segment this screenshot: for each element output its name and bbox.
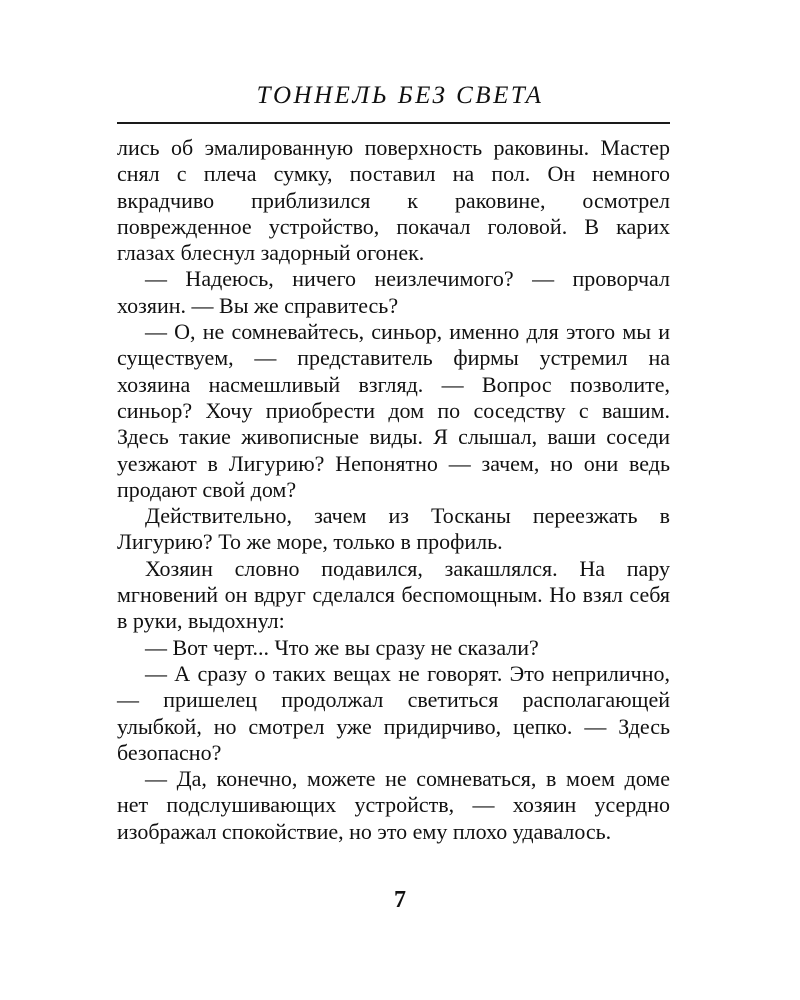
paragraph-4: Действительно, зачем из Тосканы переезжать в Лигурию? То же море, только в профиль. — [117, 503, 670, 555]
paragraph-6: — Вот черт... Что же вы сразу не сказали? — [145, 634, 539, 660]
header-divider — [117, 122, 670, 124]
paragraph-5: Хозяин словно подавился, закашлялся. На пару мгновений он вдруг сделался беспомощным. Но взял себя в руки, выдохнул: — [117, 555, 670, 634]
paragraph-7: — А сразу о таких вещах не говорят. Это неприлично, — пришелец продолжал светиться располагающей улыбкой, но смотрел уже придирчиво, цепко. — Здесь безопасно? — [117, 660, 670, 765]
running-header-title: ТОННЕЛЬ БЕЗ СВЕТА — [256, 82, 544, 109]
page-body — [117, 135, 670, 845]
paragraph-2: — Надеюсь, ничего неизлечимого? — проворчал хозяин. — Вы же справитесь? — [117, 266, 670, 318]
paragraph-3: — О, не сомневайтесь, синьор, именно для этого мы и существуем, — представитель фирмы устремил на хозяина насмешливый взгляд. — Вопрос позволите, синьор? Хочу приобрести дом по соседству с вашим. Здесь такие живописные виды. Я слышал, ваши соседи уезжают в Лигурию? Непонятно — зачем, но они ведь продают свой дом? — [117, 319, 670, 502]
page-number: 7 — [394, 887, 406, 913]
paragraph-1: лись об эмалированную поверхность раковины. Мастер снял с плеча сумку, поставил на пол. Он немного вкрадчиво приблизился к раковине, осмотрел поврежденное устройство, покачал головой. В карих глазах блеснул задорный огонек. — [117, 135, 670, 266]
paragraph-8: — Да, конечно, можете не сомневаться, в моем доме нет подслушивающих устройств, — хозяин усердно изображал спокойствие, но это ему плохо удавалось. — [117, 766, 670, 844]
